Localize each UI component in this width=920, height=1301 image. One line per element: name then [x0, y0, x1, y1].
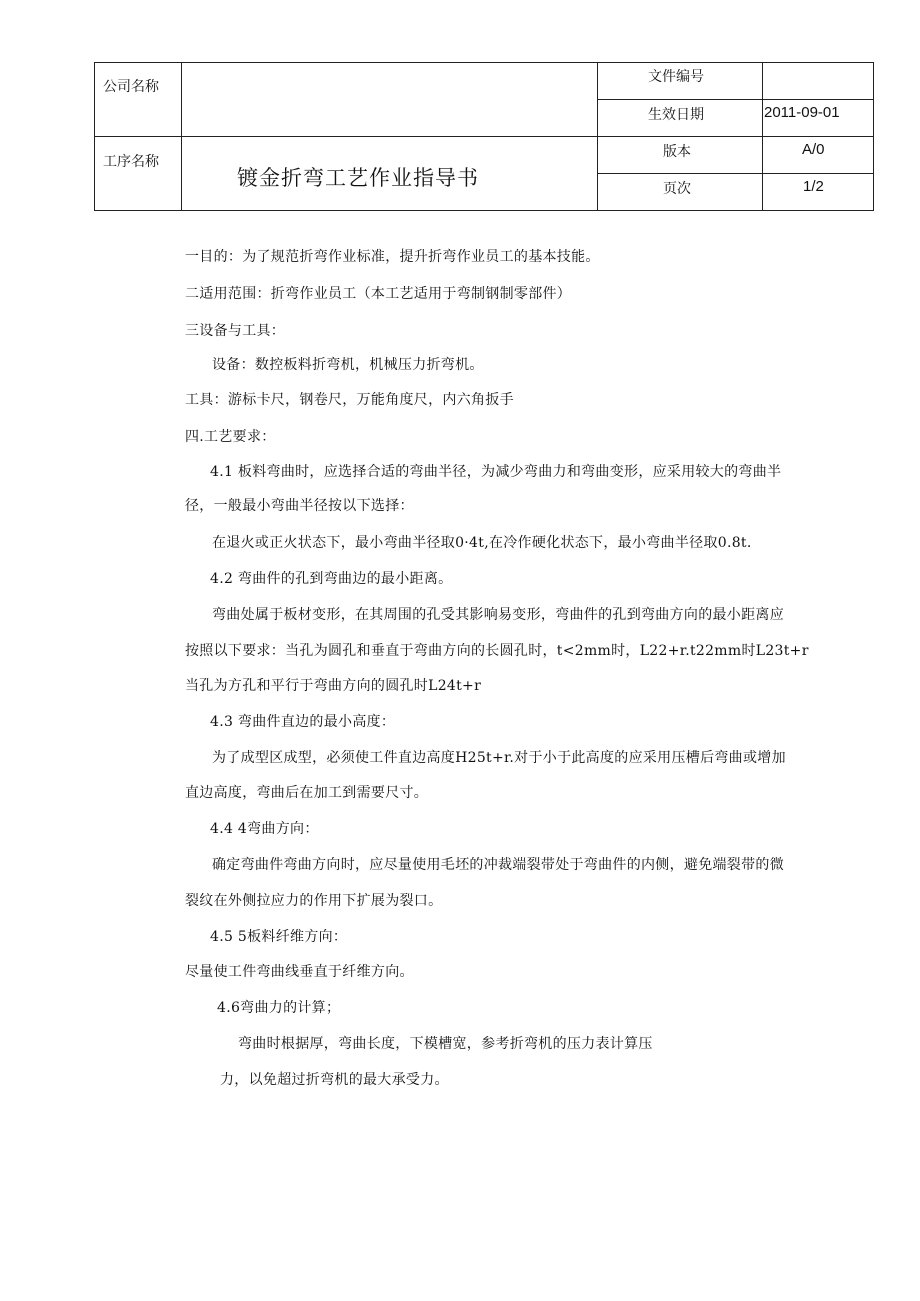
section-4-6-line-2: 力，以免超过折弯机的最大承受力。: [220, 1072, 449, 1088]
document-title: 镀金折弯工艺作业指导书: [237, 166, 479, 190]
equipment-heading: 三设备与工具：: [185, 323, 286, 339]
section-4-2-line-3: 当孔为方孔和平行于弯曲方向的圆孔时L24t+r: [185, 678, 482, 694]
section-4-4-line-2: 裂纹在外侧拉应力的作用下扩展为裂口。: [185, 893, 443, 909]
company-name-label: 公司名称: [103, 79, 159, 95]
scope-line: 二适用范围：折弯作业员工（本工艺适用于弯制钢制零部件）: [185, 286, 572, 302]
section-4-4-line-1: 确定弯曲件弯曲方向时，应尽量使用毛坯的冲裁端裂带处于弯曲件的内侧，避免端裂带的微: [212, 857, 784, 873]
process-name-label: 工序名称: [103, 154, 159, 170]
page-number-label: 页次: [663, 181, 691, 197]
doc-number-label: 文件编号: [648, 69, 704, 85]
table-col-divider-3: [762, 62, 763, 211]
section-4-5-heading: 4.5 5板料纤维方向：: [210, 929, 348, 945]
section-4-6-line-1: 弯曲时根据厚，弯曲长度，下模槽宽，参考折弯机的压力表计算压: [238, 1036, 653, 1052]
table-border-top: [94, 62, 874, 63]
section-4-1-line-1: 4.1 板料弯曲时，应选择合适的弯曲半径，为减少弯曲力和弯曲变形，应采用较大的弯曲半: [210, 464, 782, 480]
section-4-3-heading: 4.3 弯曲件直边的最小高度：: [210, 714, 396, 730]
table-col-divider-2: [597, 62, 598, 211]
equipment-line: 设备：数控板料折弯机，机械压力折弯机。: [212, 357, 484, 373]
page-number-value: 1/2: [803, 178, 824, 195]
table-border-left: [94, 62, 95, 211]
table-border-bottom: [94, 210, 874, 211]
requirements-heading: 四.工艺要求：: [185, 429, 276, 445]
purpose-line: 一目的：为了规范折弯作业标准，提升折弯作业员工的基本技能。: [185, 249, 600, 265]
version-label: 版本: [663, 144, 691, 160]
section-4-2-line-2: 按照以下要求：当孔为圆孔和垂直于弯曲方向的长圆孔时，t<2mm时，L22+r.t22mm时L23t+r: [185, 643, 809, 659]
section-4-2-heading: 4.2 弯曲件的孔到弯曲边的最小距离。: [210, 571, 453, 587]
tools-line: 工具：游标卡尺，钢卷尺，万能角度尺，内六角扳手: [185, 392, 514, 408]
section-4-1-line-2: 径，一般最小弯曲半径按以下选择：: [185, 498, 414, 514]
section-4-3-line-2: 直边高度，弯曲后在加工到需要尺寸。: [185, 785, 429, 801]
section-4-3-line-1: 为了成型区成型，必须使工件直边高度H25t+r.对于小于此高度的应采用压槽后弯曲或增加: [212, 750, 786, 766]
table-row-divider-right-1: [597, 99, 874, 100]
table-row-divider-middle: [94, 136, 874, 137]
section-4-4-heading: 4.4 4弯曲方向：: [210, 821, 319, 837]
effective-date-label: 生效日期: [648, 107, 704, 123]
section-4-2-line-1: 弯曲处属于板材变形，在其周围的孔受其影响易变形，弯曲件的孔到弯曲方向的最小距离应: [212, 607, 784, 623]
version-value: A/0: [802, 141, 825, 158]
table-row-divider-right-2: [597, 173, 874, 174]
table-col-divider-1: [181, 62, 182, 211]
section-4-5-line-1: 尽量使工件弯曲线垂直于纤维方向。: [185, 964, 414, 980]
table-border-right: [873, 62, 874, 211]
section-4-6-heading: 4.6弯曲力的计算；: [217, 1000, 341, 1016]
effective-date-value: 2011-09-01: [764, 104, 840, 121]
section-4-1-line-3: 在退火或正火状态下，最小弯曲半径取0·4t,在冷作硬化状态下，最小弯曲半径取0.8t.: [212, 535, 752, 551]
